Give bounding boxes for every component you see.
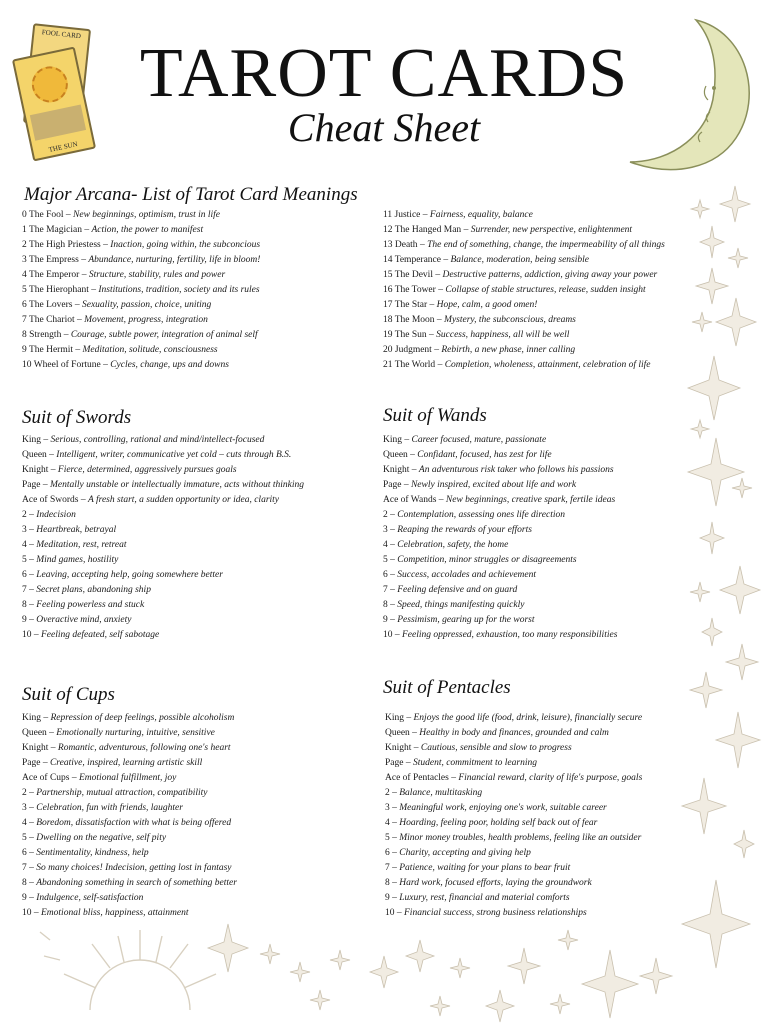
card-name: 10 Wheel of Fortune xyxy=(22,360,101,370)
card-name: 13 Death xyxy=(383,240,418,250)
card-entry: 8 – Speed, things manifesting quickly xyxy=(383,600,525,610)
card-meaning: Success, happiness, all will be well xyxy=(436,330,570,340)
card-meaning: Feeling defeated, self sabotage xyxy=(41,630,160,640)
card-entry: Queen – Intelligent, writer, communicative yet cold – cuts through B.S. xyxy=(22,450,292,460)
card-meaning: Abandoning something in search of something better xyxy=(36,878,237,888)
card-meaning: Balance, moderation, being sensible xyxy=(450,255,589,265)
card-meaning: Balance, multitasking xyxy=(399,788,483,798)
card-meaning: So many choices! Indecision, getting lost in fantasy xyxy=(36,863,232,873)
card-meaning: New beginnings, creative spark, fertile ideas xyxy=(445,495,616,505)
card-entry: King – Repression of deep feelings, possible alcoholism xyxy=(22,713,235,723)
card-name: Page xyxy=(22,480,41,490)
card-meaning: Serious, controlling, rational and mind/intellect-focused xyxy=(50,435,265,445)
card-meaning: Celebration, safety, the home xyxy=(397,540,509,550)
major-arcana-list-right xyxy=(383,208,665,373)
card-meaning: Mentally unstable or intellectually immature, acts without thinking xyxy=(49,480,304,490)
card-meaning: Romantic, adventurous, following one's heart xyxy=(57,743,231,753)
card-name: 3 xyxy=(385,803,390,813)
card-name: 9 xyxy=(383,615,388,625)
card-meaning: Sentimentality, kindness, help xyxy=(36,848,149,858)
card-meaning: Structure, stability, rules and power xyxy=(88,270,226,280)
card-meaning: Sexuality, passion, choice, uniting xyxy=(81,300,212,310)
card-name: 10 xyxy=(385,908,395,918)
card-name: 3 xyxy=(383,525,388,535)
card-entry: 6 – Leaving, accepting help, going somewhere better xyxy=(22,570,223,580)
card-meaning: Feeling powerless and stuck xyxy=(36,600,145,610)
card-entry: 20 Judgment – Rebirth, a new phase, inner calling xyxy=(383,345,576,355)
card-name: 19 The Sun xyxy=(383,330,427,340)
card-entry: 5 – Minor money troubles, health problems, feeling like an outsider xyxy=(385,833,642,843)
card-entry: 3 – Meaningful work, enjoying one's work, suitable career xyxy=(385,803,607,813)
card-entry: 6 – Success, accolades and achievement xyxy=(383,570,537,580)
card-meaning: Career focused, mature, passionate xyxy=(411,435,547,445)
card-entry: 21 The World – Completion, wholeness, attainment, celebration of life xyxy=(383,360,651,370)
card-meaning: Competition, minor struggles or disagreements xyxy=(397,555,577,565)
card-meaning: The end of something, change, the impermeability of all things xyxy=(427,240,665,250)
card-meaning: Hard work, focused efforts, laying the groundwork xyxy=(399,878,592,888)
card-name: 5 xyxy=(385,833,390,843)
card-name: 5 xyxy=(383,555,388,565)
card-entry: King – Enjoys the good life (food, drink, leisure), financially secure xyxy=(385,713,643,723)
card-meaning: Cycles, change, ups and downs xyxy=(110,360,229,370)
card-entry: Knight – Cautious, sensible and slow to progress xyxy=(385,743,572,753)
card-entry: 3 – Heartbreak, betrayal xyxy=(22,525,117,535)
card-name: Knight xyxy=(383,465,410,475)
card-entry: 2 – Indecision xyxy=(22,510,76,520)
star-icon xyxy=(728,248,748,268)
card-entry: Queen – Emotionally nurturing, intuitive, sensitive xyxy=(22,728,215,738)
star-icon xyxy=(700,226,724,258)
card-name: Queen xyxy=(385,728,410,738)
card-meaning: Collapse of stable structures, release, sudden insight xyxy=(445,285,646,295)
card-entry: Ace of Cups – Emotional fulfillment, joy xyxy=(22,773,177,783)
card-name: 16 The Tower xyxy=(383,285,436,295)
star-icon xyxy=(260,944,280,964)
card-meaning: Movement, progress, integration xyxy=(84,315,208,325)
card-meaning: Speed, things manifesting quickly xyxy=(397,600,525,610)
card-entry: 12 The Hanged Man – Surrender, new perspective, enlightenment xyxy=(383,225,633,235)
card-caption: FOOL CARD xyxy=(41,28,82,41)
card-entry: 7 The Chariot – Movement, progress, integration xyxy=(22,315,208,325)
star-icon xyxy=(720,186,750,222)
card-meaning: Emotional bliss, happiness, attainment xyxy=(41,908,189,918)
card-caption: THE SUN xyxy=(47,140,79,155)
star-icon xyxy=(716,712,760,768)
card-name: 6 xyxy=(383,570,388,580)
card-name: 15 The Devil xyxy=(383,270,433,280)
card-entry: 17 The Star – Hope, calm, a good omen! xyxy=(383,300,538,310)
card-entry: 5 The Hierophant – Institutions, tradition, society and its rules xyxy=(22,285,260,295)
card-entry: 4 – Hoarding, feeling poor, holding self back out of fear xyxy=(385,818,598,828)
card-entry: 8 – Abandoning something in search of something better xyxy=(22,878,237,888)
star-icon xyxy=(508,948,540,984)
card-name: 3 xyxy=(22,525,27,535)
card-entry: Ace of Pentacles – Financial reward, clarity of life's purpose, goals xyxy=(385,773,643,783)
card-name: 7 xyxy=(22,863,27,873)
card-name: 2 xyxy=(385,788,390,798)
card-entry: 7 – So many choices! Indecision, getting lost in fantasy xyxy=(22,863,232,873)
card-name: 8 xyxy=(22,600,27,610)
card-entry: 7 – Secret plans, abandoning ship xyxy=(22,585,151,595)
card-meaning: Success, accolades and achievement xyxy=(397,570,537,580)
card-meaning: Celebration, fun with friends, laughter xyxy=(36,803,183,813)
card-name: 6 xyxy=(22,570,27,580)
card-name: Ace of Wands xyxy=(383,495,437,505)
star-icon xyxy=(310,990,330,1010)
card-meaning: Meditation, solitude, consciousness xyxy=(82,345,218,355)
card-meaning: Pessimism, gearing up for the worst xyxy=(397,615,535,625)
card-name: 3 The Empress xyxy=(22,255,79,265)
card-entry: 8 Strength – Courage, subtle power, integration of animal self xyxy=(22,330,258,340)
card-entry: 10 – Feeling oppressed, exhaustion, too many responsibilities xyxy=(383,630,618,640)
card-name: 6 xyxy=(22,848,27,858)
card-name: 4 xyxy=(383,540,388,550)
card-meaning: Emotional fulfillment, joy xyxy=(79,773,177,783)
card-name: 7 The Chariot xyxy=(22,315,75,325)
card-entry: 10 Wheel of Fortune – Cycles, change, ups and downs xyxy=(22,360,229,370)
star-icon xyxy=(486,990,514,1022)
card-entry: 1 The Magician – Action, the power to manifest xyxy=(22,225,204,235)
star-icon xyxy=(550,994,570,1014)
card-name: 4 xyxy=(22,818,27,828)
card-meaning: Mystery, the subconscious, dreams xyxy=(444,315,576,325)
major-arcana-list-left xyxy=(22,208,260,373)
card-entry: Page – Mentally unstable or intellectually immature, acts without thinking xyxy=(22,480,304,490)
star-icon xyxy=(370,956,398,988)
card-meaning: Inaction, going within, the subconcious xyxy=(110,240,261,250)
star-icon xyxy=(692,312,712,332)
card-name: Page xyxy=(383,480,402,490)
card-meaning: Fairness, equality, balance xyxy=(429,210,533,220)
card-meaning: Hoarding, feeling poor, holding self back out of fear xyxy=(399,818,598,828)
card-entry: 6 The Lovers – Sexuality, passion, choice, uniting xyxy=(22,300,212,310)
card-name: 4 xyxy=(385,818,390,828)
card-meaning: Reaping the rewards of your efforts xyxy=(397,525,532,535)
card-name: 6 The Lovers xyxy=(22,300,73,310)
star-icon xyxy=(691,420,709,438)
card-entry: 2 – Balance, multitasking xyxy=(385,788,483,798)
card-meaning: Enjoys the good life (food, drink, leisure), financially secure xyxy=(413,713,643,723)
card-name: 4 The Emperor xyxy=(22,270,80,280)
card-entry: 0 The Fool – New beginnings, optimism, trust in life xyxy=(22,210,221,220)
star-icon xyxy=(682,778,726,834)
card-meaning: Action, the power to manifest xyxy=(91,225,204,235)
card-name: Ace of Cups xyxy=(22,773,70,783)
card-name: Queen xyxy=(383,450,408,460)
card-meaning: Financial success, strong business relationships xyxy=(404,908,587,918)
card-name: Ace of Swords xyxy=(22,495,79,505)
card-name: King xyxy=(22,435,41,445)
swords-heading: Suit of Swords xyxy=(22,407,132,428)
card-name: 7 xyxy=(383,585,388,595)
card-entry: 10 – Financial success, strong business relationships xyxy=(385,908,587,918)
card-meaning: Minor money troubles, health problems, feeling like an outsider xyxy=(399,833,642,843)
card-name: 10 xyxy=(22,630,32,640)
card-meaning: Mind games, hostility xyxy=(36,555,119,565)
wands-list xyxy=(383,433,617,643)
card-entry: 14 Temperance – Balance, moderation, being sensible xyxy=(383,255,589,265)
card-entry: 3 – Reaping the rewards of your efforts xyxy=(383,525,532,535)
card-entry: 5 – Mind games, hostility xyxy=(22,555,119,565)
card-name: 10 xyxy=(22,908,32,918)
star-icon xyxy=(696,268,728,304)
card-entry: 4 – Boredom, dissatisfaction with what is being offered xyxy=(22,818,232,828)
card-entry: 3 – Celebration, fun with friends, laughter xyxy=(22,803,183,813)
card-name: 8 xyxy=(383,600,388,610)
card-name: King xyxy=(385,713,404,723)
star-icon xyxy=(690,582,710,602)
card-name: 17 The Star xyxy=(383,300,428,310)
card-meaning: Abundance, nurturing, fertility, life in bloom! xyxy=(88,255,261,265)
star-icon xyxy=(716,298,756,346)
card-meaning: Feeling oppressed, exhaustion, too many responsibilities xyxy=(402,630,618,640)
card-entry: Queen – Healthy in body and finances, grounded and calm xyxy=(385,728,609,738)
card-entry: 2 The High Priestess – Inaction, going within, the subconcious xyxy=(22,240,261,250)
wands-heading: Suit of Wands xyxy=(383,405,487,426)
card-name: 6 xyxy=(385,848,390,858)
star-icon xyxy=(290,962,310,982)
card-entry: 7 – Feeling defensive and on guard xyxy=(383,585,518,595)
card-meaning: Completion, wholeness, attainment, celebration of life xyxy=(444,360,651,370)
card-name: Page xyxy=(22,758,41,768)
card-meaning: Destructive patterns, addiction, giving away your power xyxy=(442,270,658,280)
card-meaning: Overactive mind, anxiety xyxy=(36,615,132,625)
card-meaning: Emotionally nurturing, intuitive, sensitive xyxy=(56,728,215,738)
card-entry: King – Career focused, mature, passionate xyxy=(383,435,547,445)
card-meaning: Cautious, sensible and slow to progress xyxy=(420,743,572,753)
card-name: Page xyxy=(385,758,404,768)
star-icon xyxy=(330,950,350,970)
card-meaning: Intelligent, writer, communicative yet cold – cuts through B.S. xyxy=(56,450,292,460)
card-meaning: Indecision xyxy=(36,510,76,520)
card-entry: Ace of Swords – A fresh start, a sudden opportunity or idea, clarity xyxy=(22,495,280,505)
card-name: 11 Justice xyxy=(383,210,421,220)
card-meaning: Boredom, dissatisfaction with what is being offered xyxy=(36,818,232,828)
card-name: 5 The Hierophant xyxy=(22,285,89,295)
card-name: 12 The Hanged Man xyxy=(383,225,462,235)
card-name: 7 xyxy=(22,585,27,595)
card-name: 21 The World xyxy=(383,360,436,370)
star-icon xyxy=(208,924,248,972)
card-name: 8 xyxy=(22,878,27,888)
card-entry: Knight – An adventurous risk taker who follows his passions xyxy=(383,465,614,475)
card-entry: 8 – Hard work, focused efforts, laying the groundwork xyxy=(385,878,592,888)
card-entry: 7 – Patience, waiting for your plans to bear fruit xyxy=(385,863,571,873)
card-entry: Queen – Confidant, focused, has zest for life xyxy=(383,450,552,460)
card-meaning: Student, commitment to learning xyxy=(412,758,537,768)
page-title: TAROT CARDS xyxy=(139,35,629,112)
card-entry: 5 – Competition, minor struggles or disagreements xyxy=(383,555,577,565)
swords-list xyxy=(22,433,304,643)
card-entry: 18 The Moon – Mystery, the subconscious, dreams xyxy=(383,315,576,325)
card-meaning: Healthy in body and finances, grounded and calm xyxy=(419,728,609,738)
card-entry: 19 The Sun – Success, happiness, all will be well xyxy=(383,330,570,340)
card-name: 9 xyxy=(22,893,27,903)
card-meaning: Financial reward, clarity of life's purpose, goals xyxy=(458,773,643,783)
card-name: Knight xyxy=(22,465,49,475)
card-name: Queen xyxy=(22,728,47,738)
card-entry: 4 The Emperor – Structure, stability, rules and power xyxy=(22,270,226,280)
card-name: Knight xyxy=(385,743,412,753)
star-icon xyxy=(406,940,434,972)
card-name: 7 xyxy=(385,863,390,873)
card-meaning: Luxury, rest, financial and material comforts xyxy=(399,893,570,903)
card-entry: Knight – Fierce, determined, aggressively pursues goals xyxy=(22,465,237,475)
card-entry: 10 – Feeling defeated, self sabotage xyxy=(22,630,160,640)
star-icon xyxy=(702,618,722,646)
card-meaning: Dwelling on the negative, self pity xyxy=(36,833,167,843)
card-entry: 9 – Overactive mind, anxiety xyxy=(22,615,132,625)
card-entry: 6 – Sentimentality, kindness, help xyxy=(22,848,149,858)
star-icon xyxy=(690,672,722,708)
card-entry: 9 – Pessimism, gearing up for the worst xyxy=(383,615,535,625)
card-meaning: Confidant, focused, has zest for life xyxy=(417,450,552,460)
card-meaning: Institutions, tradition, society and its rules xyxy=(98,285,260,295)
card-entry: 9 – Luxury, rest, financial and material comforts xyxy=(385,893,570,903)
card-name: Ace of Pentacles xyxy=(385,773,449,783)
card-meaning: Partnership, mutual attraction, compatibility xyxy=(36,788,208,798)
card-entry: 4 – Meditation, rest, retreat xyxy=(22,540,127,550)
card-meaning: Hope, calm, a good omen! xyxy=(436,300,538,310)
star-icon xyxy=(450,958,470,978)
card-name: 3 xyxy=(22,803,27,813)
card-entry: 2 – Partnership, mutual attraction, compatibility xyxy=(22,788,208,798)
card-meaning: Surrender, new perspective, enlightenment xyxy=(470,225,633,235)
star-icon xyxy=(582,950,638,1018)
card-meaning: New beginnings, optimism, trust in life xyxy=(73,210,221,220)
card-meaning: Patience, waiting for your plans to bear fruit xyxy=(399,863,571,873)
card-name: Queen xyxy=(22,450,47,460)
cups-list xyxy=(22,711,237,921)
card-name: 4 xyxy=(22,540,27,550)
card-name: 2 xyxy=(22,788,27,798)
cups-heading: Suit of Cups xyxy=(22,684,115,705)
card-meaning: Courage, subtle power, integration of animal self xyxy=(70,330,258,340)
card-meaning: Rebirth, a new phase, inner calling xyxy=(441,345,576,355)
card-entry: King – Serious, controlling, rational and mind/intellect-focused xyxy=(22,435,265,445)
card-meaning: Leaving, accepting help, going somewhere better xyxy=(36,570,223,580)
card-meaning: Fierce, determined, aggressively pursues goals xyxy=(57,465,237,475)
card-meaning: Newly inspired, excited about life and work xyxy=(410,480,577,490)
card-meaning: A fresh start, a sudden opportunity or idea, clarity xyxy=(87,495,280,505)
major-arcana-heading: Major Arcana- List of Tarot Card Meanings xyxy=(24,184,358,205)
card-name: 9 The Hermit xyxy=(22,345,74,355)
card-entry: 13 Death – The end of something, change, the impermeability of all things xyxy=(383,240,665,250)
card-meaning: Secret plans, abandoning ship xyxy=(36,585,151,595)
card-entry: Page – Creative, inspired, learning artistic skill xyxy=(22,758,203,768)
card-entry: 9 – Indulgence, self-satisfaction xyxy=(22,893,144,903)
card-name: King xyxy=(22,713,41,723)
card-entry: 3 The Empress – Abundance, nurturing, fertility, life in bloom! xyxy=(22,255,261,265)
card-meaning: Meaningful work, enjoying one's work, suitable career xyxy=(399,803,607,813)
card-name: King xyxy=(383,435,402,445)
card-name: 10 xyxy=(383,630,393,640)
card-name: 5 xyxy=(22,555,27,565)
star-icon xyxy=(688,356,740,420)
card-name: 20 Judgment xyxy=(383,345,432,355)
card-meaning: Heartbreak, betrayal xyxy=(36,525,117,535)
card-entry: 9 The Hermit – Meditation, solitude, consciousness xyxy=(22,345,218,355)
card-name: 5 xyxy=(22,833,27,843)
card-name: 1 The Magician xyxy=(22,225,82,235)
pentacles-list xyxy=(385,711,642,921)
card-name: 8 Strength xyxy=(22,330,62,340)
card-entry: 4 – Celebration, safety, the home xyxy=(383,540,509,550)
card-name: 18 The Moon xyxy=(383,315,435,325)
sun-rays-decoration xyxy=(40,930,216,1010)
card-name: 2 xyxy=(383,510,388,520)
card-meaning: An adventurous risk taker who follows his passions xyxy=(418,465,614,475)
card-meaning: Contemplation, assessing ones life direction xyxy=(397,510,565,520)
card-entry: Page – Student, commitment to learning xyxy=(385,758,537,768)
star-icon xyxy=(720,566,760,614)
star-icon xyxy=(726,644,758,680)
card-name: Knight xyxy=(22,743,49,753)
star-icon xyxy=(688,438,744,506)
card-meaning: Meditation, rest, retreat xyxy=(36,540,127,550)
card-meaning: Feeling defensive and on guard xyxy=(397,585,518,595)
card-entry: Page – Newly inspired, excited about life and work xyxy=(383,480,577,490)
star-icon xyxy=(691,200,709,218)
star-icon xyxy=(700,522,724,554)
card-name: 9 xyxy=(385,893,390,903)
card-name: 0 The Fool xyxy=(22,210,64,220)
star-icon xyxy=(640,958,672,994)
card-name: 9 xyxy=(22,615,27,625)
card-entry: 2 – Contemplation, assessing ones life direction xyxy=(383,510,565,520)
card-name: 2 xyxy=(22,510,27,520)
card-entry: 11 Justice – Fairness, equality, balance xyxy=(383,210,533,220)
card-entry: Knight – Romantic, adventurous, following one's heart xyxy=(22,743,231,753)
page-subtitle: Cheat Sheet xyxy=(287,105,481,150)
card-entry: 6 – Charity, accepting and giving help xyxy=(385,848,531,858)
card-entry: 10 – Emotional bliss, happiness, attainment xyxy=(22,908,189,918)
star-icon xyxy=(682,880,750,968)
star-icon xyxy=(734,830,754,858)
card-meaning: Indulgence, self-satisfaction xyxy=(36,893,144,903)
card-entry: 16 The Tower – Collapse of stable structures, release, sudden insight xyxy=(383,285,646,295)
pentacles-heading: Suit of Pentacles xyxy=(383,677,511,698)
star-icon xyxy=(558,930,578,950)
card-name: 14 Temperance xyxy=(383,255,441,265)
card-entry: 8 – Feeling powerless and stuck xyxy=(22,600,145,610)
card-meaning: Creative, inspired, learning artistic skill xyxy=(49,758,203,768)
card-entry: Ace of Wands – New beginnings, creative spark, fertile ideas xyxy=(383,495,616,505)
star-icon xyxy=(430,996,450,1016)
star-icon xyxy=(732,478,752,498)
card-name: 8 xyxy=(385,878,390,888)
card-meaning: Repression of deep feelings, possible alcoholism xyxy=(50,713,235,723)
card-meaning: Charity, accepting and giving help xyxy=(399,848,531,858)
card-entry: 5 – Dwelling on the negative, self pity xyxy=(22,833,167,843)
card-entry: 15 The Devil – Destructive patterns, addiction, giving away your power xyxy=(383,270,658,280)
card-name: 2 The High Priestess xyxy=(22,240,101,250)
